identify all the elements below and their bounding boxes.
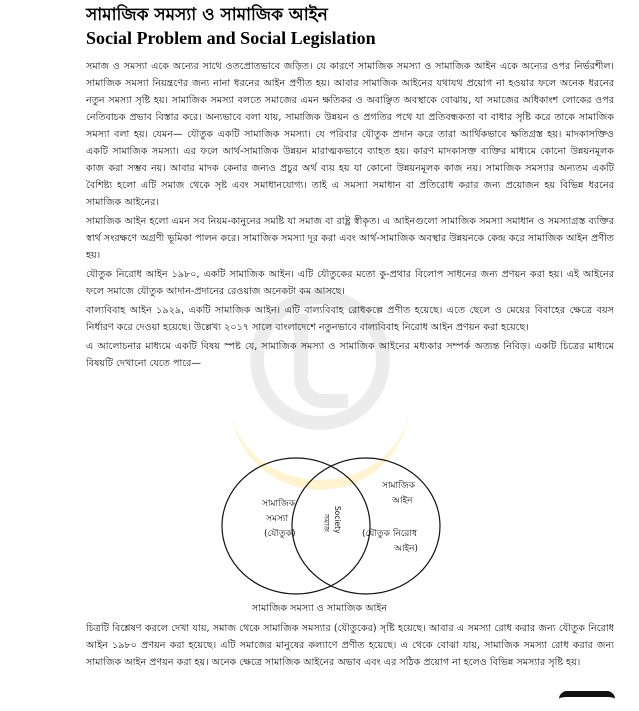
paragraph-4: বাল্যবিবাহ আইন ১৯২৯, একটি সামাজিক আইন। এটি বাল্যবিবাহ রোধকল্পে প্রণীত হয়েছে। এতে ছেলে ও মেয়ের বিবাহের ক্ষেত্রে বয়স নির্ধারণ করে দেওয়া হয়েছে। উল্লেখ্য ২০১৭ সালে বাংলাদেশে নতুনভাবে বাল্যবিবাহ নিরোধ আইন প্রণয়ন করা হয়েছে।	[86, 305, 614, 333]
left-label-1: সামাজিক	[262, 499, 296, 509]
right-circle	[292, 458, 440, 594]
section-title-bangla: সামাজিক সমস্যা ও সামাজিক আইন	[86, 5, 328, 25]
right-label-1: সামাজিক	[382, 481, 416, 491]
paragraph-2: সামাজিক আইন হলো এমন সব নিয়ম-কানুনের সমষ্টি যা সমাজ বা রাষ্ট্র স্বীকৃত। এ আইনগুলো সামাজিক সমস্যা সমাধান ও সমস্যাগ্রস্ত ব্যক্তির স্বার্থ সংরক্ষণে অগ্রণী ভূমিকা পালন করে। সামাজিক সমস্যা দূর করা এবং আর্থ-সামাজিক অবস্থার উন্নয়নকে কেন্দ্র করে সামাজিক আইন প্রণীত হয়।	[86, 216, 614, 261]
center-label-bangla: সমাজ	[322, 514, 331, 533]
body-text	[86, 58, 614, 374]
venn-diagram	[216, 444, 446, 604]
left-label-2: সমস্যা	[266, 514, 289, 524]
paragraph-3: যৌতুক নিরোধ আইন ১৯৮০, একটি সামাজিক আইন। এটি যৌতুকের মতো কু-প্রথার বিলোপ সাধনের জন্য প্রণয়ন করা হয়। এই আইনের ফলে সমাজে যৌতুক আদান-প্রদানের রেওয়াজ অনেকটা কম আসছে।	[86, 269, 614, 297]
figure-caption: সামাজিক সমস্যা ও সামাজিক আইন	[251, 603, 388, 614]
closing-text	[86, 620, 614, 671]
left-circle	[222, 458, 370, 594]
closing-paragraph: চিত্রটি বিশ্লেষণ করলে দেখা যায়, সমাজ থেকে সামাজিক সমস্যার (যৌতুকের) সৃষ্টি হয়েছে। আবার এ সমস্যা রোধ করার জন্য যৌতুক নিরোধ আইন ১৯৮০ প্রণয়ন করা হয়েছে। এটি সমাজের মানুষের কল্যাণে প্রণীত হয়েছে। এ থেকে বোঝা যায়, সামাজিক সমস্যা রোধ করার জন্য সামাজিক আইন প্রণয়ন করা হয়। অনেক ক্ষেত্রে সামাজিক আইনের অভাব এবং এর সঠিক প্রয়োগ না হলেও বিভিন্ন সমস্যার সৃষ্টি হয়।	[86, 623, 614, 668]
section-title-english: Social Problem and Social Legislation	[86, 28, 376, 48]
paragraph-5: এ আলোচনার মাধ্যমে একটি বিষয় স্পষ্ট যে, সামাজিক সমস্যা ও সামাজিক আইনের মধ্যকার সম্পর্ক অত্যন্ত নিবিড়। একটি চিত্রের মাধ্যমে বিষয়টি দেখানো যেতে পারে—	[86, 341, 614, 369]
right-label-2: আইন	[392, 496, 413, 506]
right-label-4: আইন)	[394, 544, 419, 554]
left-label-3: (যৌতুক)	[264, 529, 296, 539]
center-label-english: Society	[333, 506, 342, 534]
paragraph-1: সমাজ ও সমস্যা একে অন্যের সাথে ওতপ্রোতভাবে জড়িত। যে কারণে সামাজিক সমস্যা ও সামাজিক আইন একে অন্যের ওপর নির্ভরশীল। সামাজিক সমস্যা নিয়ন্ত্রণের জন্য নানা ধরনের আইন প্রণীত হয়। আবার সামাজিক আইনের যথাযথ প্রয়োগ না হওয়ার ফলে অনেক ধরনের নতুন সমস্যা সৃষ্টি হয়। সামাজিক সমস্যা বলতে সমাজের এমন ক্ষতিকর ও অবাঞ্ছিত অবস্থাকে বোঝায়, যা সমাজের অধিকাংশ লোকের ওপর নেতিবাচক প্রভাব বিস্তার করে। অন্যভাবে বলা যায়, সামাজিক উন্নয়ন ও প্রগতির পথে যা প্রতিবন্ধকতা বা বাধার সৃষ্টি করে তাকে সামাজিক সমস্যা বলা হয়। যেমন— যৌতুক একটি সামাজিক সমস্যা। যে পরিবার যৌতুক প্রদান করে তারা আর্থিকভাবে ক্ষতিগ্রস্ত হয়। মাদকাসক্তিও একটি সামাজিক সমস্যা। এর ফলে আর্থ-সামাজিক উন্নয়ন মারাত্মকভাবে ব্যাহত হয়। কারণ মাদকাসক্ত ব্যক্তির মাধ্যমে কোনো উন্নয়নমূলক কাজ করা সম্ভব নয়। আবার মাদক কেনার জন্যও প্রচুর অর্থ ব্যয় হয় যা কোনো উন্নয়নমূলক কাজ নয়। সামাজিক সমস্যার অন্যতম একটি বৈশিষ্ট্য হলো এটি সমাজ থেকে সৃষ্ট এবং সমাধানযোগ্য। তাই এ সমস্যা সমাধান বা প্রতিরোধ করার জন্য প্রয়োজন হয় বিভিন্ন ধরনের সামাজিক আইনের।	[86, 61, 614, 208]
venn-diagram-svg	[216, 444, 446, 604]
right-label-3: (যৌতুক নিরোধ	[362, 529, 418, 539]
page-corner-mark	[559, 691, 615, 711]
